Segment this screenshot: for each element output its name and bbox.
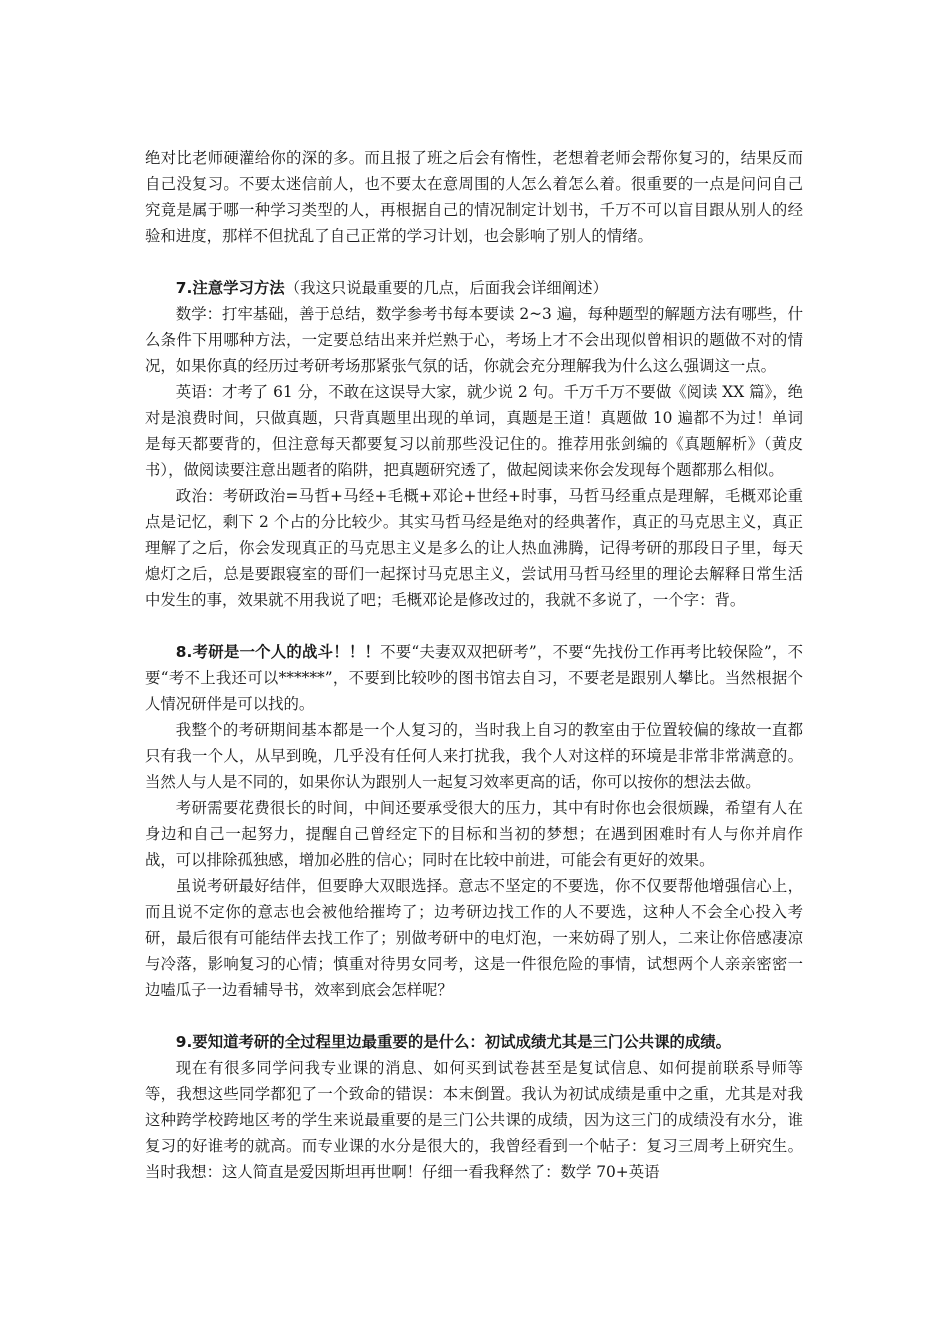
- paragraph-alone: 我整个的考研期间基本都是一个人复习的，当时我上自习的教室由于位置较偏的缘故一直都只有我一个人，从早到晚，几乎没有任何人来打扰我，我个人对这样的环境是非常非常满意的。当然人与人是不同的，如果你认为跟别人一起复习效率更高的话，你可以按你的想法去做。: [145, 721, 803, 791]
- section-8-heading: 8.考研是一个人的战斗！！！: [175, 643, 381, 661]
- paragraph-intro: 绝对比老师硬灌给你的深的多。而且报了班之后会有惰性，老想着老师会帮你复习的，结果反而自己没复习。不要太迷信前人，也不要太在意周围的人怎么着怎么着。很重要的一点是问问自己究竟是属于哪一种学习类型的人，再根据自己的情况制定计划书，千万不可以盲目跟从别人的经验和进度，那样不但扰乱了自己正常的学习计划，也会影响了别人的情绪。: [145, 149, 803, 245]
- paragraph-politics: 政治：考研政治=马哲+马经+毛概+邓论+世经+时事，马哲马经重点是理解，毛概邓论重点是记忆，剩下 2 个占的分比较少。其实马哲马经是绝对的经典著作，真正的马克思主义，真正理解了之后，你会发现真正的马克思主义是多么的让人热血沸腾，记得考研的那段日子里，每天熄灯之后，总是要跟寝室的哥们一起探讨马克思主义，尝试用马哲马经里的理论去解释日常生活中发生的事，效果就不用我说了吧；毛概邓论是修改过的，我就不多说了，一个字：背。: [145, 487, 803, 609]
- section-9-heading: 9.要知道考研的全过程里边最重要的是什么：初试成绩尤其是三门公共课的成绩。: [175, 1033, 732, 1051]
- paragraph-math: 数学：打牢基础，善于总结，数学参考书每本要读 2~3 遍，每种题型的解题方法有哪些，什么条件下用哪种方法，一定要总结出来并烂熟于心，考场上才不会出现似曾相识的题做不对的情况，如果你真的经历过考研考场那紧张气氛的话，你就会充分理解我为什么这么强调这一点。: [145, 305, 803, 375]
- section-8-title: [145, 639, 803, 717]
- section-8-rest: 不要“夫妻双双把研考”，不要“先找份工作再考比较保险”，不要“考不上我还可以******”，不要到比较吵的图书馆去自习，不要老是跟别人攀比。当然根据个人情况研伴是可以找的。: [145, 643, 803, 713]
- paragraph-english: 英语：才考了 61 分，不敢在这误导大家，就少说 2 句。千万千万不要做《阅读 XX 篇》，绝对是浪费时间，只做真题，只背真题里出现的单词，真题是王道！真题做 10 遍都不为过！单词是每天都要背的，但注意每天都要复习以前那些没记住的。推荐用张剑编的《真题解析》（黄皮书），做阅读要注意出题者的陷阱，把真题研究透了，做起阅读来你会发现每个题都那么相似。: [145, 383, 803, 479]
- paragraph-initial-exam: 现在有很多同学问我专业课的消息、如何买到试卷甚至是复试信息、如何提前联系导师等等，我想这些同学都犯了一个致命的错误：本末倒置。我认为初试成绩是重中之重，尤其是对我这种跨学校跨地区考的学生来说最重要的是三门公共课的成绩，因为这三门的成绩没有水分，谁复习的好谁考的就高。而专业课的水分是很大的，我曾经看到一个帖子：复习三周考上研究生。当时我想：这人简直是爱因斯坦再世啊！仔细一看我释然了：数学 70+英语: [145, 1059, 803, 1181]
- document-body: [145, 145, 803, 1185]
- section-7-title: [145, 275, 803, 301]
- paragraph-choose-partner: 虽说考研最好结伴，但要睁大双眼选择。意志不坚定的不要选，你不仅要帮他增强信心上，而且说不定你的意志也会被他给摧垮了；边考研边找工作的人不要选，这种人不会全心投入考研，最后很有可能结伴去找工作了；别做考研中的电灯泡，一来妨碍了别人，二来让你倍感凄凉与冷落，影响复习的心情；慎重对待男女同考，这是一件很危险的事情，试想两个人亲亲密密一边嗑瓜子一边看辅导书，效率到底会怎样呢？: [145, 877, 803, 999]
- section-7-heading: 7.注意学习方法: [175, 279, 285, 297]
- paragraph-companion: 考研需要花费很长的时间，中间还要承受很大的压力，其中有时你也会很烦躁，希望有人在身边和自己一起努力，提醒自己曾经定下的目标和当初的梦想；在遇到困难时有人与你并肩作战，可以排除孤独感，增加必胜的信心；同时在比较中前进，可能会有更好的效果。: [145, 799, 803, 869]
- section-7-note: （我这只说最重要的几点，后面我会详细阐述）: [284, 279, 608, 297]
